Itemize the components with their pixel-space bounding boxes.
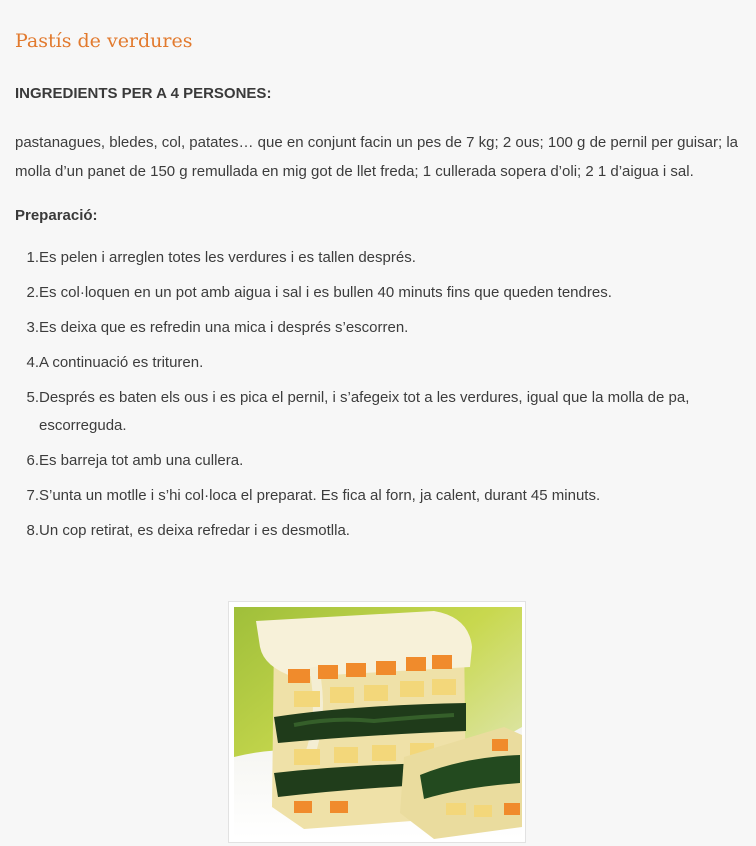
recipe-photo-frame <box>228 601 526 843</box>
step-text: A continuació es trituren. <box>39 354 204 371</box>
step-text: Es barreja tot amb una cullera. <box>39 452 244 469</box>
step-number: 8. <box>26 522 39 539</box>
step-number: 5. <box>26 389 39 406</box>
step-number: 1. <box>26 249 39 266</box>
step-item <box>15 517 741 545</box>
step-number: 3. <box>26 319 39 336</box>
step-text: Es col·loquen en un pot amb aigua i sal i es bullen 40 minuts fins que queden tendres. <box>39 284 612 301</box>
step-text: Un cop retirat, es deixa refredar i es desmotlla. <box>39 522 350 539</box>
step-number: 2. <box>26 284 39 301</box>
step-item <box>15 314 741 342</box>
step-text: Es deixa que es refredin una mica i després s’escorren. <box>39 319 409 336</box>
step-item <box>15 482 741 510</box>
vegetable-terrine-photo <box>234 607 522 839</box>
step-text: Després es baten els ous i es pica el pernil, i s’afegeix tot a les verdures, igual que la molla de pa, escorreguda. <box>39 389 690 434</box>
preparation-heading: Preparació: <box>15 207 98 224</box>
step-text: S’unta un motlle i s’hi col·loca el preparat. Es fica al forn, ja calent, durant 45 minuts. <box>39 487 601 504</box>
step-item <box>15 244 741 272</box>
recipe-title: Pastís de verdures <box>15 30 193 52</box>
step-text: Es pelen i arreglen totes les verdures i es tallen després. <box>39 249 416 266</box>
ingredients-heading: INGREDIENTS PER A 4 PERSONES: <box>15 85 272 102</box>
step-item <box>15 384 741 440</box>
preparation-steps <box>15 244 741 545</box>
ingredients-text: pastanagues, bledes, col, patates… que en conjunt facin un pes de 7 kg; 2 ous; 100 g de pernil per guisar; la molla d’un panet de 150 g remullada en mig got de llet freda; 1 cullerada sopera d’oli; 2 1 d’aigua i sal. <box>15 134 738 180</box>
step-item <box>15 447 741 475</box>
step-number: 4. <box>26 354 39 371</box>
step-item <box>15 349 741 377</box>
step-item <box>15 279 741 307</box>
step-number: 7. <box>26 487 39 504</box>
step-number: 6. <box>26 452 39 469</box>
